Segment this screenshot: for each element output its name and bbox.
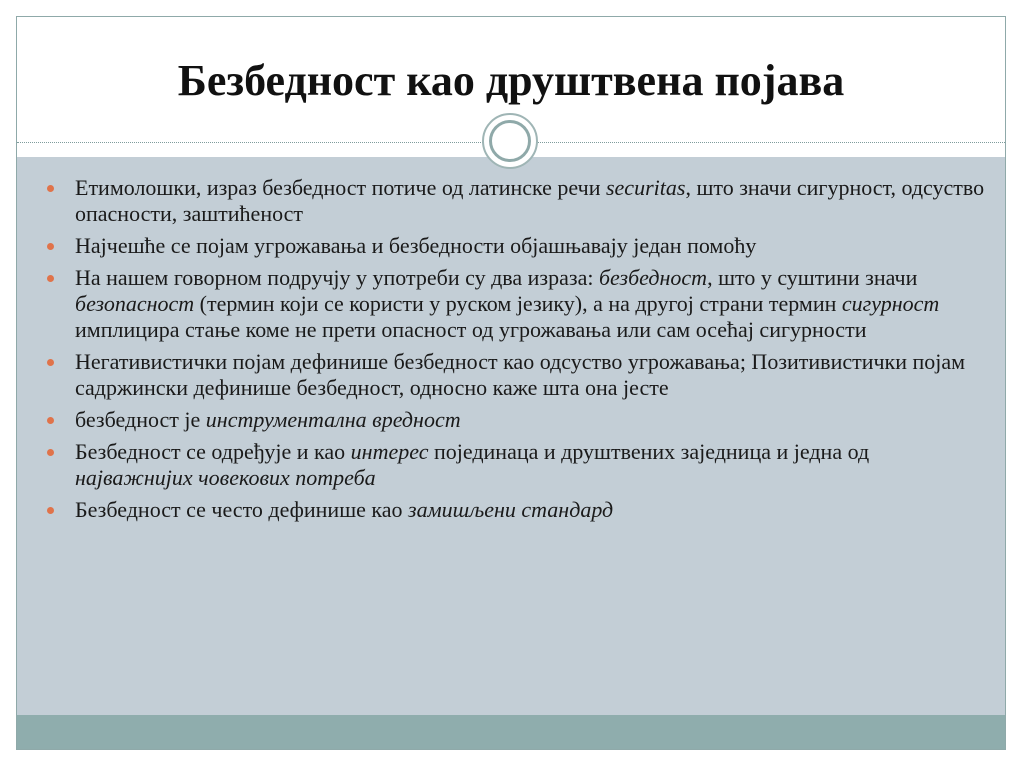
bullet-text: Најчешће се појам угрожавања и безбедности објашњавају један помоћу: [75, 233, 757, 258]
bullet-item: [47, 439, 987, 491]
bullet-item: [47, 175, 987, 227]
bullet-item: [47, 349, 987, 401]
bullet-item: [47, 407, 987, 433]
bullet-text: имплицира стање коме не прети опасност од угрожавања или сам осећај сигурности: [75, 317, 867, 342]
bullet-item: [47, 497, 987, 523]
slide: [16, 16, 1006, 750]
bullet-emphasis: инструментална вредност: [205, 407, 461, 432]
bullet-text: Негативистички појам дефинише безбедност као одсуство угрожавања; Позитивистички појам садржински дефинише безбедност, односно каже шта она јесте: [75, 349, 966, 400]
bullet-item: [47, 265, 987, 343]
bullet-list: [47, 175, 987, 529]
bullet-text: , што у суштини значи: [707, 265, 918, 290]
bullet-emphasis: безбедност: [598, 265, 708, 290]
bullet-text: На нашем говорном подручју у употреби су два израза:: [75, 265, 599, 290]
bullet-dot-icon: [47, 359, 54, 366]
bullet-emphasis: интерес: [350, 439, 429, 464]
bullet-text: Безбедност се често дефинише као: [75, 497, 409, 522]
bullet-dot-icon: [47, 243, 54, 250]
bullet-text: (термин који се користи у руском језику), а на другој страни термин: [194, 291, 842, 316]
bullet-dot-icon: [47, 449, 54, 456]
bullet-text: Етимолошки, израз безбедност потиче од латинске речи: [75, 175, 606, 200]
circle-ornament-inner: [489, 120, 531, 162]
bullet-text: безбедност је: [75, 407, 206, 432]
bullet-emphasis: безопасност: [75, 291, 195, 316]
bullet-dot-icon: [47, 507, 54, 514]
bullet-emphasis: securitas: [605, 175, 686, 200]
bullet-item: [47, 233, 987, 259]
bullet-emphasis: замишљени стандард: [408, 497, 614, 522]
slide-title: Безбедност као друштвена појава: [177, 56, 845, 105]
bullet-text: Безбедност се одређује и као: [75, 439, 351, 464]
bullet-emphasis: сигурност: [841, 291, 940, 316]
bullet-dot-icon: [47, 275, 54, 282]
circle-ornament-icon: [482, 113, 538, 169]
bullet-dot-icon: [47, 417, 54, 424]
footer-band: [17, 715, 1005, 749]
bullet-text: појединаца и друштвених заједница и једна од: [428, 439, 870, 464]
bullet-dot-icon: [47, 185, 54, 192]
bullet-text: , што значи сигурност, одсуство опасности, заштићеност: [75, 175, 985, 226]
bullet-emphasis: најважнијих човекових потреба: [75, 465, 376, 490]
